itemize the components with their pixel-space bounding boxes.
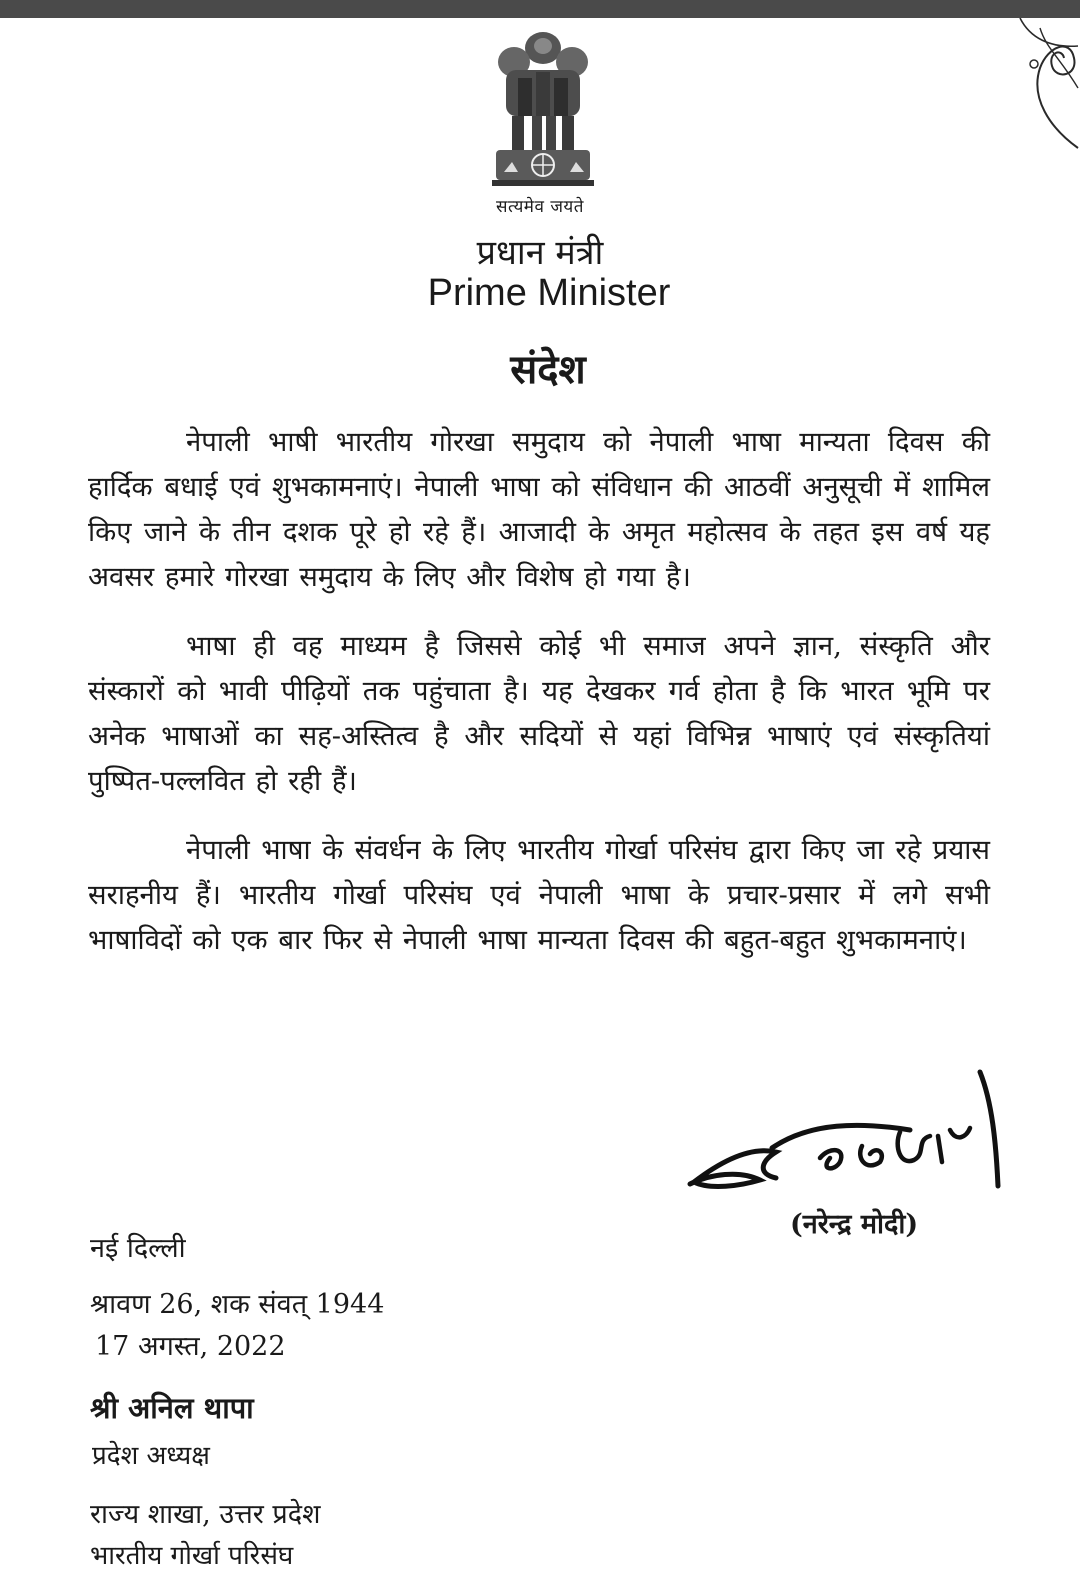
handwritten-signature-icon (680, 1062, 1020, 1202)
top-bar (0, 0, 1080, 18)
date-saka: श्रावण 26, शक संवत् 1944 (90, 1289, 385, 1320)
paragraph-1: नेपाली भाषी भारतीय गोरखा समुदाय को नेपाली भाषा मान्यता दिवस की हार्दिक बधाई एवं शुभकामनाएं। नेपाली भाषा को संविधान की आठवीं अनुसूची में शामिल किए जाने के तीन दशक पूरे हो रहे हैं। आजादी के अमृत महोत्सव के तहत इस वर्ष यह अवसर हमारे गोरखा समुदाय के लिए और विशेष हो गया है। (88, 426, 990, 593)
paragraph-3: नेपाली भाषा के संवर्धन के लिए भारतीय गोर्खा परिसंघ द्वारा किए जा रहे प्रयास सराहनीय हैं। भारतीय गोर्खा परिसंघ एवं नेपाली भाषा के प्रचार-प्रसार में लगे सभी भाषाविदों को एक बार फिर से नेपाली भाषा मान्यता दिवस की बहुत-बहुत शुभकामनाएं। (88, 834, 990, 956)
paragraph-2: भाषा ही वह माध्यम है जिससे कोई भी समाज अपने ज्ञान, संस्कृति और संस्कारों को भावी पीढ़ियों तक पहुंचाता है। यह देखकर गर्व होता है कि भारत भूमि पर अनेक भाषाओं का सह-अस्तित्व है और सदियों से यहां विभिन्न भाषाएं एवं संस्कृतियां पुष्पित-पल्लवित हो रही हैं। (88, 630, 990, 797)
place: नई दिल्ली (90, 1233, 186, 1264)
signer-name: (नरेन्द्र मोदी) (790, 1209, 919, 1240)
letter-heading: संदेश (510, 346, 586, 393)
recipient-organization: भारतीय गोर्खा परिसंघ (90, 1541, 294, 1571)
recipient-name: श्री अनिल थापा (90, 1391, 254, 1425)
date-gregorian: 17 अगस्त, 2022 (95, 1331, 286, 1362)
office-title-hindi: प्रधान मंत्री (476, 233, 604, 273)
letter-body (88, 420, 990, 987)
office-title-english: Prime Minister (427, 272, 671, 314)
recipient-title: प्रदेश अध्यक्ष (92, 1441, 210, 1471)
national-emblem-icon (478, 22, 608, 202)
corner-flourish-icon (990, 18, 1080, 158)
recipient-branch: राज्य शाखा, उत्तर प्रदेश (90, 1499, 321, 1530)
motto: सत्यमेव जयते (496, 197, 584, 217)
